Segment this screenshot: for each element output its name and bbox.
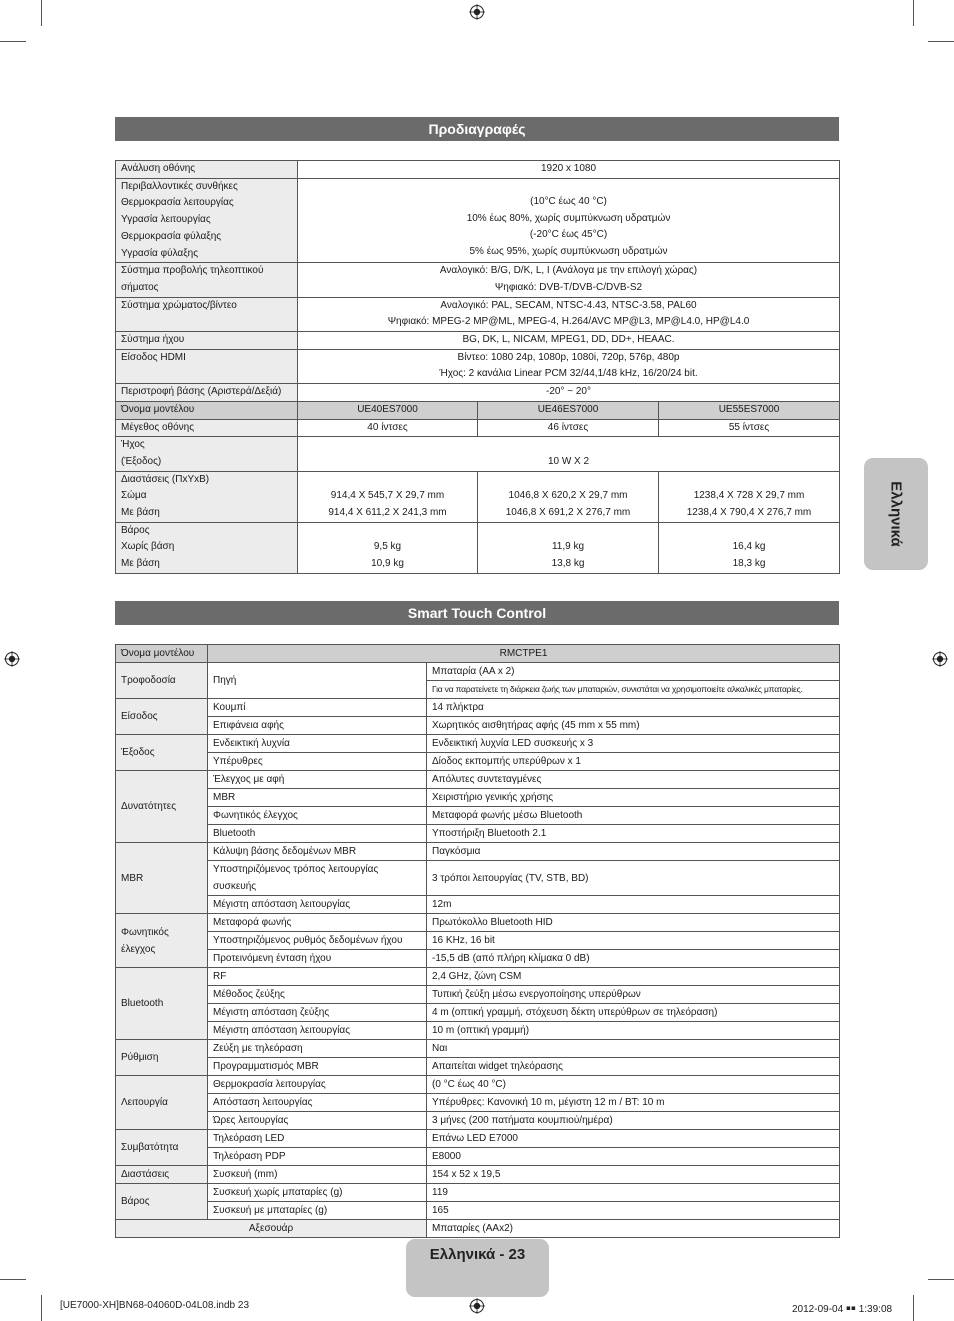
stc-item-label bbox=[208, 914, 427, 932]
crop-mark bbox=[0, 41, 26, 42]
dimension-body: 1238,4 X 728 X 29,7 mm bbox=[693, 490, 805, 502]
stc-item-text: Επιφάνεια αφής bbox=[213, 720, 284, 731]
stc-group-label bbox=[116, 1130, 208, 1166]
crop-mark bbox=[0, 1279, 26, 1280]
sound-system-value: BG, DK, L, NICAM, MPEG1, DD, DD+, HEAAC. bbox=[298, 332, 840, 350]
stc-item-value: 16 KHz, 16 bit bbox=[427, 932, 840, 950]
dimensions-label: Διαστάσεις (ΠxΥxΒ) bbox=[121, 473, 210, 485]
stc-group-name: έλεγχος bbox=[121, 943, 156, 955]
weight-without-stand: 11,9 kg bbox=[551, 541, 585, 553]
stc-item-value: Δίοδος εκπομπής υπερύθρων x 1 bbox=[427, 753, 840, 771]
weight-with-stand: 18,3 kg bbox=[732, 558, 766, 570]
table-row bbox=[116, 1202, 840, 1220]
dimensions-labels bbox=[116, 471, 298, 522]
specs-section-title: Προδιαγραφές bbox=[115, 117, 839, 141]
crop-mark bbox=[41, 0, 42, 26]
weight-without-stand: 9,5 kg bbox=[373, 541, 402, 553]
registration-mark-icon bbox=[4, 651, 20, 667]
stc-item-label bbox=[208, 1148, 427, 1166]
stc-item-value: -15,5 dB (από πλήρη κλίμακα 0 dB) bbox=[427, 950, 840, 968]
stc-group-name: MBR bbox=[121, 872, 144, 884]
stc-item-note: Για να παρατείνετε τη διάρκεια ζωής των μπαταριών, συνιστάται να χρησιμοποιείτε αλκαλικές μπαταρίες. bbox=[427, 681, 840, 699]
specs-table bbox=[115, 160, 840, 574]
stc-item-text: Μέθοδος ζεύξης bbox=[213, 989, 285, 1000]
stc-item-text: Απόσταση λειτουργίας bbox=[213, 1097, 313, 1108]
stc-group-name: Δυνατότητες bbox=[121, 801, 177, 812]
dimension-body: 914,4 X 545,7 X 29,7 mm bbox=[330, 490, 445, 502]
stc-group-name: Φωνητικός bbox=[121, 926, 169, 938]
stc-item-label bbox=[208, 1094, 427, 1112]
table-row bbox=[116, 986, 840, 1004]
broadcast-label-line: Σύστημα προβολής τηλεοπτικού bbox=[121, 265, 264, 277]
dimensions-cell bbox=[298, 471, 478, 522]
weight-with-stand: 13,8 kg bbox=[551, 558, 585, 570]
stc-item-text: Μεταφορά φωνής bbox=[213, 917, 292, 928]
weight-cell bbox=[478, 522, 659, 573]
weight-label: Βάρος bbox=[121, 524, 150, 536]
stc-item-label bbox=[208, 789, 427, 807]
table-row bbox=[116, 861, 840, 896]
env-label: Υγρασία φύλαξης bbox=[121, 247, 199, 259]
stc-item-text: Συσκευή (mm) bbox=[213, 1169, 278, 1180]
env-value: 5% έως 95%, χωρίς συμπύκνωση υδρατμών bbox=[469, 246, 668, 258]
table-row bbox=[116, 950, 840, 968]
sound-system-label: Σύστημα ήχου bbox=[116, 332, 298, 350]
env-label: Υγρασία λειτουργίας bbox=[121, 214, 211, 226]
table-row bbox=[116, 843, 840, 861]
broadcast-value bbox=[298, 263, 840, 297]
env-value: (-20°C έως 45°C) bbox=[529, 229, 608, 241]
stc-item-label bbox=[208, 717, 427, 735]
stc-group-label bbox=[116, 663, 208, 699]
stc-item-value: Μεταφορά φωνής μέσω Bluetooth bbox=[427, 807, 840, 825]
stc-item-text: Προτεινόμενη ένταση ήχου bbox=[213, 953, 332, 964]
stc-group-label bbox=[116, 699, 208, 735]
resolution-label: Ανάλυση οθόνης bbox=[116, 161, 298, 179]
stc-group-label bbox=[116, 771, 208, 843]
stc-item-label bbox=[208, 1202, 427, 1220]
stc-item-text: RF bbox=[213, 971, 227, 982]
table-row bbox=[116, 753, 840, 771]
stc-item-text: Προγραμματισμός MBR bbox=[213, 1061, 319, 1072]
stc-item-label bbox=[208, 896, 427, 914]
footer-timestamp: 2012-09-04 ￭￭ 1:39:08 bbox=[792, 1304, 893, 1315]
stc-item-value: Μπαταρία (AA x 2) bbox=[427, 663, 840, 681]
table-row bbox=[116, 699, 840, 717]
table-row bbox=[116, 932, 840, 950]
stc-item-label bbox=[208, 807, 427, 825]
stc-item-text: Ώρες λειτουργίας bbox=[213, 1115, 289, 1126]
stc-group-name: Ρύθμιση bbox=[121, 1052, 159, 1063]
stc-item-value: Παγκόσμια bbox=[427, 843, 840, 861]
environment-labels bbox=[116, 178, 298, 263]
table-row bbox=[116, 1040, 840, 1058]
stc-item-text: Ζεύξη με τηλεόραση bbox=[213, 1043, 303, 1054]
table-row bbox=[116, 1076, 840, 1094]
page-number: Ελληνικά - 23 bbox=[429, 1246, 526, 1263]
env-label: Θερμοκρασία λειτουργίας bbox=[121, 197, 234, 209]
table-row bbox=[116, 914, 840, 932]
model-name: UE40ES7000 bbox=[298, 401, 478, 419]
stc-group-label bbox=[116, 1076, 208, 1130]
stc-model-label: Όνομα μοντέλου bbox=[116, 645, 208, 663]
hdmi-label: Είσοδος HDMI bbox=[116, 349, 298, 383]
table-row bbox=[116, 1094, 840, 1112]
stc-item-value: Υπέρυθρες: Κανονική 10 m, μέγιστη 12 m / BT: 10 m bbox=[427, 1094, 840, 1112]
stc-item-value: 119 bbox=[427, 1184, 840, 1202]
stc-item-value: 154 x 52 x 19,5 bbox=[427, 1166, 840, 1184]
stc-item-label bbox=[208, 1112, 427, 1130]
stc-item-text: Φωνητικός έλεγχος bbox=[213, 810, 298, 821]
stc-item-text: Bluetooth bbox=[213, 828, 256, 839]
weight-label: Με βάση bbox=[121, 558, 160, 570]
hdmi-value bbox=[298, 349, 840, 383]
stc-group-name: Συμβατότητα bbox=[121, 1142, 179, 1153]
dimension-stand: 914,4 X 611,2 X 241,3 mm bbox=[328, 507, 447, 519]
stc-item-label bbox=[208, 1022, 427, 1040]
audio-output-label bbox=[116, 437, 298, 471]
model-name: UE55ES7000 bbox=[659, 401, 840, 419]
stc-item-label bbox=[208, 753, 427, 771]
stc-item-value: Ναι bbox=[427, 1040, 840, 1058]
stc-item-label bbox=[208, 843, 427, 861]
stc-item-text: Κάλυψη βάσης δεδομένων MBR bbox=[213, 846, 357, 857]
language-side-tab-label: Ελληνικά bbox=[887, 481, 905, 547]
table-row bbox=[116, 789, 840, 807]
stc-table bbox=[115, 644, 840, 1238]
table-row bbox=[116, 1022, 840, 1040]
stc-group-name: Τροφοδοσία bbox=[121, 675, 176, 686]
crop-mark bbox=[41, 1295, 42, 1321]
stc-item-label bbox=[208, 950, 427, 968]
stc-item-text: Έλεγχος με αφή bbox=[213, 774, 285, 785]
stc-item-value: Υποστήριξη Bluetooth 2.1 bbox=[427, 825, 840, 843]
stc-item-label bbox=[208, 1076, 427, 1094]
stc-group-label bbox=[116, 1184, 208, 1220]
screen-size-label: Μέγεθος οθόνης bbox=[116, 419, 298, 437]
stc-item-text: Ενδεικτική λυχνία bbox=[213, 738, 290, 749]
stc-item-label bbox=[208, 663, 427, 699]
crop-mark bbox=[913, 0, 914, 26]
stc-item-label bbox=[208, 986, 427, 1004]
table-row bbox=[116, 896, 840, 914]
stc-item-label bbox=[208, 699, 427, 717]
stc-item-value: Χωρητικός αισθητήρας αφής (45 mm x 55 mm) bbox=[427, 717, 840, 735]
stc-accessory-label: Αξεσουάρ bbox=[116, 1220, 427, 1238]
stc-item-text: Συσκευή χωρίς μπαταρίες (g) bbox=[213, 1187, 343, 1198]
stc-item-value: 10 m (οπτική γραμμή) bbox=[427, 1022, 840, 1040]
dimensions-cell bbox=[659, 471, 840, 522]
audio-output-label-line: Ήχος bbox=[121, 439, 145, 451]
stc-item-value: E8000 bbox=[427, 1148, 840, 1166]
screen-size: 55 ίντσες bbox=[659, 419, 840, 437]
hdmi-line: Ήχος: 2 κανάλια Linear PCM 32/44,1/48 kHz, 16/20/24 bit. bbox=[439, 368, 698, 380]
dimension-body: 1046,8 X 620,2 X 29,7 mm bbox=[508, 490, 628, 502]
stc-item-text: Κουμπί bbox=[213, 702, 246, 713]
broadcast-value-line: Αναλογικό: B/G, D/K, L, I (Ανάλογα με την επιλογή χώρας) bbox=[439, 265, 698, 277]
stc-item-label bbox=[208, 825, 427, 843]
resolution-value: 1920 x 1080 bbox=[298, 161, 840, 179]
stc-item-value: 12m bbox=[427, 896, 840, 914]
stc-item-value: 14 πλήκτρα bbox=[427, 699, 840, 717]
stc-item-value: Τυπική ζεύξη μέσω ενεργοποίησης υπερύθρων bbox=[427, 986, 840, 1004]
stc-item-value: (0 °C έως 40 °C) bbox=[427, 1076, 840, 1094]
stc-item-text: Μέγιστη απόσταση ζεύξης bbox=[213, 1007, 330, 1018]
crop-mark bbox=[928, 41, 954, 42]
page-number-tab bbox=[406, 1239, 549, 1297]
stc-item-value: Απαιτείται widget τηλεόρασης bbox=[427, 1058, 840, 1076]
dimensions-label: Με βάση bbox=[121, 507, 160, 519]
stc-item-label bbox=[208, 771, 427, 789]
weight-with-stand: 10,9 kg bbox=[371, 558, 404, 570]
stc-item-text: Υποστηριζόμενος τρόπος λειτουργίας bbox=[213, 864, 379, 875]
table-row bbox=[116, 771, 840, 789]
dimension-stand: 1238,4 X 790,4 X 276,7 mm bbox=[686, 507, 812, 519]
stc-group-name: Bluetooth bbox=[121, 998, 164, 1009]
weight-without-stand: 16,4 kg bbox=[732, 541, 766, 553]
stc-accessory-value: Μπαταρίες (AAx2) bbox=[427, 1220, 840, 1238]
crop-mark bbox=[928, 1279, 954, 1280]
stc-item-value: 3 μήνες (200 πατήματα κουμπιού/ημέρα) bbox=[427, 1112, 840, 1130]
stc-item-value: 4 m (οπτική γραμμή, στόχευση δέκτη υπερύθρων σε τηλεόραση) bbox=[427, 1004, 840, 1022]
language-side-tab bbox=[864, 458, 928, 570]
swivel-label: Περιστροφή βάσης (Αριστερά/Δεξιά) bbox=[116, 384, 298, 402]
stc-group-name: Είσοδος bbox=[121, 711, 158, 722]
stc-group-label bbox=[116, 843, 208, 914]
env-label: Θερμοκρασία φύλαξης bbox=[121, 230, 222, 242]
stc-item-text: Πηγή bbox=[213, 675, 237, 686]
table-row bbox=[116, 1166, 840, 1184]
broadcast-label-line: σήματος bbox=[121, 281, 159, 293]
stc-item-label bbox=[208, 1130, 427, 1148]
weight-cell bbox=[298, 522, 478, 573]
registration-mark-icon bbox=[932, 651, 948, 667]
table-row bbox=[116, 735, 840, 753]
table-row bbox=[116, 1130, 840, 1148]
model-name: UE46ES7000 bbox=[478, 401, 659, 419]
stc-group-name: Έξοδος bbox=[121, 747, 155, 758]
color-system-value bbox=[298, 297, 840, 331]
stc-section-title: Smart Touch Control bbox=[115, 601, 839, 625]
table-row bbox=[116, 1112, 840, 1130]
registration-mark-icon bbox=[469, 1298, 485, 1314]
swivel-value: -20° ~ 20° bbox=[298, 384, 840, 402]
weight-labels bbox=[116, 522, 298, 573]
stc-group-label bbox=[116, 1166, 208, 1184]
stc-item-text: MBR bbox=[213, 792, 236, 803]
stc-item-text: Τηλεόραση PDP bbox=[213, 1151, 286, 1162]
stc-item-text: Μέγιστη απόσταση λειτουργίας bbox=[213, 899, 351, 910]
stc-item-value: Πρωτόκολλο Bluetooth HID bbox=[427, 914, 840, 932]
table-row bbox=[116, 1220, 840, 1238]
stc-item-label bbox=[208, 735, 427, 753]
stc-item-text: Υπέρυθρες bbox=[213, 756, 263, 767]
hdmi-line: Βίντεο: 1080 24p, 1080p, 1080i, 720p, 576p, 480p bbox=[457, 351, 680, 363]
stc-item-value: Ενδεικτική λυχνία LED συσκευής x 3 bbox=[427, 735, 840, 753]
stc-group-label bbox=[116, 735, 208, 771]
registration-mark-icon bbox=[469, 4, 485, 20]
table-row bbox=[116, 1148, 840, 1166]
footer-file-info: [UE7000-XH]BN68-04060D-04L08.indb 23 bbox=[60, 1300, 250, 1311]
stc-group-name: Βάρος bbox=[121, 1196, 150, 1207]
stc-item-text: Υποστηριζόμενος ρυθμός δεδομένων ήχου bbox=[213, 935, 403, 946]
stc-item-label bbox=[208, 1184, 427, 1202]
audio-output-value: 10 W X 2 bbox=[298, 437, 840, 471]
audio-output-label-line: (Έξοδος) bbox=[121, 455, 162, 467]
stc-item-label bbox=[208, 1058, 427, 1076]
stc-group-label bbox=[116, 914, 208, 968]
color-system-line: Αναλογικό: PAL, SECAM, NTSC-4.43, NTSC-3.58, PAL60 bbox=[440, 299, 697, 311]
stc-group-label bbox=[116, 968, 208, 1040]
stc-group-name: Διαστάσεις bbox=[121, 1169, 170, 1180]
stc-item-value: 2,4 GHz, ζώνη CSM bbox=[427, 968, 840, 986]
table-row bbox=[116, 807, 840, 825]
stc-item-text: Θερμοκρασία λειτουργίας bbox=[213, 1079, 326, 1090]
table-row bbox=[116, 1184, 840, 1202]
stc-item-value: 3 τρόποι λειτουργίας (TV, STB, BD) bbox=[427, 861, 840, 896]
dimensions-label: Σώμα bbox=[121, 490, 147, 502]
stc-item-label bbox=[208, 968, 427, 986]
broadcast-label bbox=[116, 263, 298, 297]
stc-item-value: 165 bbox=[427, 1202, 840, 1220]
dimensions-cell bbox=[478, 471, 659, 522]
environment-values bbox=[298, 178, 840, 263]
broadcast-value-line: Ψηφιακό: DVB-T/DVB-C/DVB-S2 bbox=[494, 281, 643, 293]
stc-item-value: Απόλυτες συντεταγμένες bbox=[427, 771, 840, 789]
stc-item-text: Μέγιστη απόσταση λειτουργίας bbox=[213, 1025, 351, 1036]
dimension-stand: 1046,8 X 691,2 X 276,7 mm bbox=[505, 507, 631, 519]
stc-item-label bbox=[208, 861, 427, 896]
stc-model-value: RMCTPE1 bbox=[208, 645, 840, 663]
screen-size: 46 ίντσες bbox=[478, 419, 659, 437]
stc-item-text: συσκευής bbox=[213, 881, 257, 892]
stc-item-label bbox=[208, 1166, 427, 1184]
crop-mark bbox=[913, 1295, 914, 1321]
stc-item-label bbox=[208, 1004, 427, 1022]
model-name-label: Όνομα μοντέλου bbox=[116, 401, 298, 419]
env-value: (10°C έως 40 °C) bbox=[530, 196, 607, 208]
weight-label: Χωρίς βάση bbox=[121, 541, 175, 553]
screen-size: 40 ίντσες bbox=[298, 419, 478, 437]
stc-item-text: Συσκευή με μπαταρίες (g) bbox=[213, 1205, 328, 1216]
stc-item-value: Χειριστήριο γενικής χρήσης bbox=[427, 789, 840, 807]
table-row bbox=[116, 1004, 840, 1022]
stc-item-label bbox=[208, 932, 427, 950]
table-row bbox=[116, 1058, 840, 1076]
stc-item-value: Επάνω LED E7000 bbox=[427, 1130, 840, 1148]
weight-cell bbox=[659, 522, 840, 573]
table-row bbox=[116, 968, 840, 986]
table-row bbox=[116, 825, 840, 843]
stc-group-name: Λειτουργία bbox=[121, 1097, 168, 1108]
color-system-line: Ψηφιακό: MPEG-2 MP@ML, MPEG-4, H.264/AVC MP@L3, MP@L4.0, HP@L4.0 bbox=[387, 316, 750, 328]
stc-item-text: Τηλεόραση LED bbox=[213, 1133, 285, 1144]
color-system-label: Σύστημα χρώματος/βίντεο bbox=[116, 297, 298, 331]
env-value: 10% έως 80%, χωρίς συμπύκνωση υδρατμών bbox=[466, 212, 671, 224]
stc-group-label bbox=[116, 1040, 208, 1076]
stc-item-label bbox=[208, 1040, 427, 1058]
table-row bbox=[116, 717, 840, 735]
table-row bbox=[116, 663, 840, 681]
env-label: Περιβαλλοντικές συνθήκες bbox=[121, 180, 238, 192]
